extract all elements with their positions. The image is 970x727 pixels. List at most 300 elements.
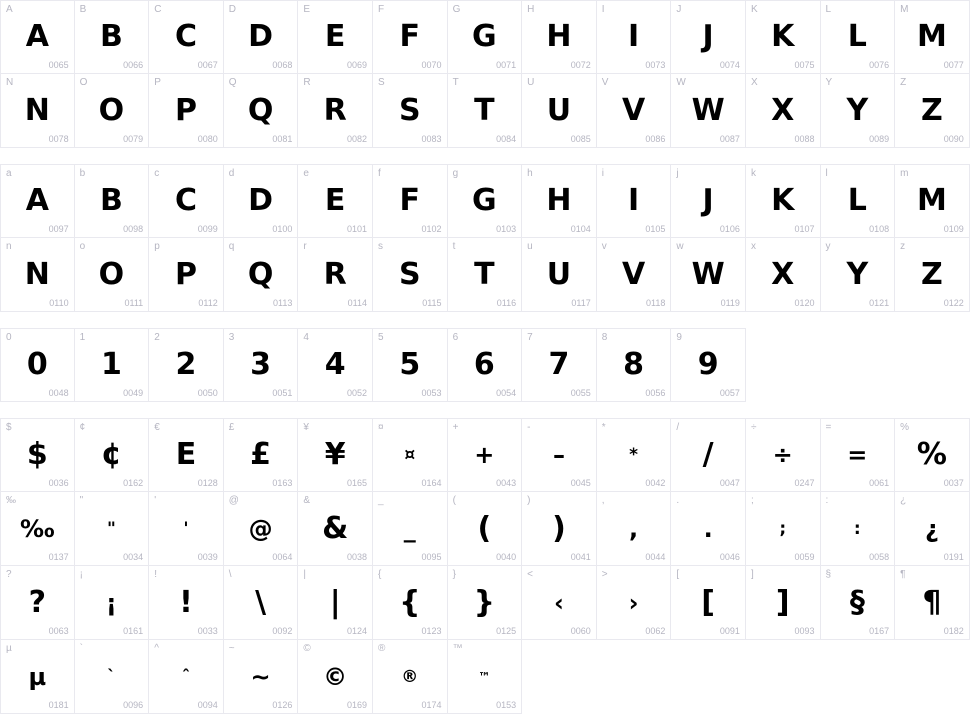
glyph-character-label: [ bbox=[676, 569, 680, 580]
glyph-cell[interactable] bbox=[298, 418, 373, 492]
glyph-cell[interactable] bbox=[373, 328, 448, 402]
glyph-cell[interactable] bbox=[0, 0, 75, 74]
glyph-preview: = bbox=[847, 441, 868, 469]
glyph-code-label: 0110 bbox=[49, 298, 69, 308]
glyph-cell[interactable] bbox=[522, 418, 597, 492]
glyph-code-label: 0072 bbox=[570, 60, 591, 70]
glyph-cell[interactable] bbox=[821, 164, 896, 238]
glyph-code-label: 0051 bbox=[272, 388, 293, 398]
glyph-character-label: P bbox=[154, 77, 161, 88]
glyph-character-label: W bbox=[676, 77, 686, 88]
glyph-cell[interactable] bbox=[75, 0, 150, 74]
glyph-cell[interactable] bbox=[75, 328, 150, 402]
glyph-preview: . bbox=[703, 514, 713, 543]
glyph-code-label: 0041 bbox=[570, 552, 591, 562]
glyph-cell[interactable] bbox=[821, 418, 896, 492]
glyph-code-label: 0048 bbox=[48, 388, 69, 398]
glyph-preview: S bbox=[398, 256, 421, 292]
glyph-code-label: 0162 bbox=[123, 478, 144, 488]
glyph-cell[interactable] bbox=[746, 418, 821, 492]
glyph-preview: L bbox=[847, 19, 867, 54]
glyph-cell[interactable] bbox=[0, 640, 75, 714]
glyph-preview: F bbox=[399, 19, 421, 54]
glyph-character-label: ) bbox=[527, 495, 531, 506]
glyph-cell[interactable] bbox=[448, 418, 523, 492]
glyph-code-label: 0079 bbox=[123, 134, 144, 144]
glyph-preview: , bbox=[628, 514, 639, 543]
glyph-preview: U bbox=[546, 92, 572, 128]
glyph-preview: 3 bbox=[250, 347, 272, 382]
glyph-code-label: 0075 bbox=[794, 60, 815, 70]
glyph-code-label: 0105 bbox=[645, 224, 666, 234]
glyph-character-label: 6 bbox=[452, 332, 459, 343]
glyph-character-label: j bbox=[676, 168, 679, 179]
glyph-character-label: Q bbox=[228, 77, 237, 88]
glyph-cell[interactable] bbox=[149, 566, 224, 640]
glyph-preview: ¥ bbox=[324, 437, 346, 472]
glyph-character-label: Z bbox=[900, 77, 907, 88]
glyph-character-label: K bbox=[750, 4, 758, 15]
glyph-preview: 4 bbox=[324, 347, 346, 382]
glyph-code-label: 0054 bbox=[496, 388, 517, 398]
glyph-preview: E bbox=[324, 183, 346, 218]
glyph-preview: Z bbox=[921, 92, 943, 128]
glyph-code-label: 0107 bbox=[794, 224, 815, 234]
glyph-code-label: 0191 bbox=[943, 552, 964, 562]
glyph-code-label: 0169 bbox=[346, 700, 367, 710]
glyph-cell[interactable] bbox=[298, 640, 373, 714]
glyph-code-label: 0182 bbox=[943, 626, 964, 636]
glyph-cell[interactable] bbox=[298, 328, 373, 402]
glyph-code-label: 0088 bbox=[794, 134, 815, 144]
glyph-code-label: 0052 bbox=[346, 388, 367, 398]
glyph-cell[interactable] bbox=[0, 164, 75, 238]
glyph-character-label: { bbox=[377, 569, 382, 580]
glyph-character-label: I bbox=[601, 4, 605, 15]
glyph-character-label: € bbox=[154, 422, 160, 433]
glyph-preview: ‰ bbox=[20, 514, 55, 543]
glyph-cell[interactable] bbox=[821, 74, 896, 148]
glyph-row bbox=[0, 238, 970, 312]
glyph-preview: F bbox=[399, 183, 421, 218]
glyph-preview: % bbox=[916, 437, 947, 472]
glyph-preview: X bbox=[771, 92, 795, 128]
glyph-cell[interactable] bbox=[75, 418, 150, 492]
glyph-cell[interactable] bbox=[224, 0, 299, 74]
glyph-cell[interactable] bbox=[597, 492, 672, 566]
glyph-code-label: 0114 bbox=[347, 298, 367, 308]
glyph-cell[interactable] bbox=[224, 418, 299, 492]
glyph-cell[interactable] bbox=[895, 0, 970, 74]
glyph-cell[interactable] bbox=[597, 566, 672, 640]
glyph-character-label: / bbox=[676, 422, 680, 433]
glyph-preview: ˆ bbox=[181, 666, 191, 687]
glyph-code-label: 0057 bbox=[719, 388, 740, 398]
block-spacer bbox=[0, 312, 970, 328]
glyph-cell[interactable] bbox=[671, 566, 746, 640]
glyph-code-label: 0063 bbox=[48, 626, 69, 636]
glyph-preview: * bbox=[629, 445, 638, 465]
glyph-cell[interactable] bbox=[821, 0, 896, 74]
glyph-cell[interactable] bbox=[671, 0, 746, 74]
glyph-preview: / bbox=[702, 437, 714, 472]
glyph-cell[interactable] bbox=[597, 328, 672, 402]
glyph-cell[interactable] bbox=[448, 164, 523, 238]
glyph-cell[interactable] bbox=[671, 328, 746, 402]
glyph-preview: ; bbox=[779, 518, 787, 539]
glyph-cell[interactable] bbox=[75, 492, 150, 566]
glyph-cell[interactable] bbox=[224, 164, 299, 238]
glyph-cell[interactable] bbox=[671, 164, 746, 238]
glyph-character-label: T bbox=[452, 77, 459, 88]
glyph-character-label: e bbox=[303, 168, 309, 179]
glyph-code-label: 0167 bbox=[869, 626, 890, 636]
glyph-cell[interactable] bbox=[671, 238, 746, 312]
glyph-preview: " bbox=[106, 518, 116, 539]
glyph-cell[interactable] bbox=[522, 74, 597, 148]
glyph-character-label: R bbox=[303, 77, 311, 88]
glyph-code-label: 0095 bbox=[421, 552, 442, 562]
glyph-character-label: ™ bbox=[452, 643, 463, 654]
glyph-code-label: 0137 bbox=[48, 552, 69, 562]
glyph-cell[interactable] bbox=[373, 492, 448, 566]
glyph-code-label: 0100 bbox=[272, 224, 293, 234]
glyph-character-label: q bbox=[228, 241, 235, 252]
glyph-code-label: 0046 bbox=[719, 552, 740, 562]
glyph-row bbox=[0, 328, 970, 402]
glyph-cell[interactable] bbox=[149, 418, 224, 492]
glyph-cell[interactable] bbox=[746, 492, 821, 566]
glyph-character-label: $ bbox=[6, 422, 12, 433]
glyph-code-label: 0096 bbox=[123, 700, 144, 710]
glyph-preview: P bbox=[174, 92, 197, 128]
glyph-character-label: M bbox=[900, 4, 909, 15]
glyph-cell[interactable] bbox=[224, 74, 299, 148]
glyph-code-label: 0116 bbox=[496, 298, 517, 308]
glyph-cell[interactable] bbox=[224, 492, 299, 566]
glyph-preview: I bbox=[627, 183, 640, 218]
glyph-cell[interactable] bbox=[75, 640, 150, 714]
glyph-cell[interactable] bbox=[373, 418, 448, 492]
glyph-character-label: V bbox=[601, 77, 609, 88]
glyph-cell[interactable] bbox=[149, 238, 224, 312]
glyph-code-label: 0073 bbox=[645, 60, 666, 70]
glyph-preview: 9 bbox=[697, 347, 719, 382]
glyph-character-label: B bbox=[79, 4, 87, 15]
glyph-code-label: 0101 bbox=[346, 224, 367, 234]
glyph-cell[interactable] bbox=[671, 492, 746, 566]
glyph-cell[interactable] bbox=[448, 492, 523, 566]
glyph-cell[interactable] bbox=[149, 74, 224, 148]
glyph-preview: › bbox=[628, 588, 639, 617]
glyph-cell[interactable] bbox=[0, 492, 75, 566]
glyph-cell[interactable] bbox=[75, 164, 150, 238]
glyph-preview: P bbox=[174, 256, 197, 292]
glyph-row bbox=[0, 164, 970, 238]
glyph-code-label: 0087 bbox=[719, 134, 740, 144]
glyph-preview: H bbox=[546, 19, 572, 54]
glyph-character-label: c bbox=[154, 168, 160, 179]
glyph-code-label: 0097 bbox=[48, 224, 69, 234]
glyph-code-label: 0082 bbox=[346, 134, 367, 144]
glyph-preview: V bbox=[621, 92, 646, 128]
glyph-preview: 8 bbox=[623, 347, 644, 382]
glyph-character-label: g bbox=[452, 168, 459, 179]
glyph-code-label: 0085 bbox=[570, 134, 591, 144]
glyph-cell[interactable] bbox=[746, 0, 821, 74]
glyph-cell[interactable] bbox=[448, 566, 523, 640]
glyph-cell[interactable] bbox=[821, 238, 896, 312]
glyph-preview: M bbox=[916, 183, 947, 218]
glyph-character-label: , bbox=[601, 495, 605, 506]
glyph-character-label: o bbox=[79, 241, 86, 252]
glyph-cell[interactable] bbox=[149, 492, 224, 566]
glyph-preview: ) bbox=[552, 510, 566, 546]
glyph-preview: \ bbox=[255, 584, 267, 620]
glyph-cell[interactable] bbox=[0, 328, 75, 402]
glyph-cell[interactable] bbox=[522, 566, 597, 640]
glyph-code-label: 0053 bbox=[421, 388, 442, 398]
glyph-cell[interactable] bbox=[746, 164, 821, 238]
glyph-character-label: = bbox=[825, 422, 832, 433]
glyph-preview: ‹ bbox=[554, 588, 564, 617]
glyph-cell[interactable] bbox=[448, 238, 523, 312]
glyph-cell[interactable] bbox=[746, 74, 821, 148]
glyph-cell[interactable] bbox=[0, 566, 75, 640]
glyph-character-label: " bbox=[79, 495, 84, 506]
glyph-code-label: 0164 bbox=[421, 478, 442, 488]
glyph-code-label: 0036 bbox=[48, 478, 69, 488]
glyph-preview: Y bbox=[846, 92, 869, 128]
glyph-code-label: 0058 bbox=[869, 552, 890, 562]
glyph-cell[interactable] bbox=[597, 0, 672, 74]
glyph-cell[interactable] bbox=[597, 418, 672, 492]
glyph-cell[interactable] bbox=[373, 566, 448, 640]
glyph-cell[interactable] bbox=[448, 74, 523, 148]
glyph-preview: ( bbox=[477, 510, 492, 546]
glyph-cell[interactable] bbox=[671, 74, 746, 148]
glyph-cell[interactable] bbox=[597, 164, 672, 238]
glyph-character-label: D bbox=[228, 4, 237, 15]
glyph-cell[interactable] bbox=[0, 238, 75, 312]
glyph-cell[interactable] bbox=[821, 492, 896, 566]
glyph-character-label: µ bbox=[6, 643, 12, 654]
glyph-cell[interactable] bbox=[373, 640, 448, 714]
block-spacer bbox=[0, 402, 970, 418]
glyph-character-label: § bbox=[825, 569, 832, 580]
glyph-character-label: n bbox=[6, 241, 12, 252]
glyph-cell[interactable] bbox=[298, 238, 373, 312]
glyph-preview: A bbox=[25, 183, 49, 218]
glyph-cell[interactable] bbox=[75, 74, 150, 148]
glyph-character-label: 8 bbox=[601, 332, 608, 343]
glyph-character-label: r bbox=[303, 241, 307, 252]
glyph-cell[interactable] bbox=[149, 640, 224, 714]
glyph-character-label: G bbox=[452, 4, 461, 15]
glyph-character-label: L bbox=[825, 4, 832, 15]
glyph-preview: K bbox=[771, 19, 795, 54]
glyph-character-label: ; bbox=[750, 495, 754, 506]
glyph-cell[interactable] bbox=[448, 0, 523, 74]
glyph-code-label: 0070 bbox=[421, 60, 442, 70]
glyph-cell[interactable] bbox=[373, 238, 448, 312]
glyph-cell[interactable] bbox=[597, 238, 672, 312]
glyph-preview: ! bbox=[179, 584, 193, 620]
glyph-row bbox=[0, 566, 970, 640]
glyph-character-label: h bbox=[527, 168, 533, 179]
glyph-cell[interactable] bbox=[895, 164, 970, 238]
glyph-character-label: Y bbox=[825, 77, 833, 88]
glyph-preview: ] bbox=[775, 584, 790, 620]
glyph-cell[interactable] bbox=[895, 492, 970, 566]
glyph-preview: + bbox=[474, 441, 495, 469]
glyph-character-label: _ bbox=[377, 495, 384, 506]
glyph-cell[interactable] bbox=[895, 418, 970, 492]
glyph-code-label: 0112 bbox=[198, 298, 218, 308]
glyph-character-label: H bbox=[527, 4, 535, 15]
glyph-preview: 0 bbox=[26, 347, 48, 382]
glyph-character-label: ! bbox=[154, 569, 157, 580]
glyph-character-label: 9 bbox=[676, 332, 682, 343]
glyph-preview: $ bbox=[26, 437, 48, 472]
glyph-code-label: 0094 bbox=[197, 700, 218, 710]
glyph-cell[interactable] bbox=[224, 640, 299, 714]
glyph-character-label: ? bbox=[6, 569, 12, 580]
glyph-cell[interactable] bbox=[298, 492, 373, 566]
glyph-cell[interactable] bbox=[671, 418, 746, 492]
glyph-cell[interactable] bbox=[522, 164, 597, 238]
glyph-cell[interactable] bbox=[895, 238, 970, 312]
glyph-preview: ¶ bbox=[922, 584, 942, 620]
glyph-cell[interactable] bbox=[746, 238, 821, 312]
glyph-character-label: \ bbox=[228, 569, 232, 580]
glyph-cell[interactable] bbox=[448, 640, 523, 714]
glyph-code-label: 0165 bbox=[346, 478, 367, 488]
glyph-cell[interactable] bbox=[298, 566, 373, 640]
glyph-code-label: 0038 bbox=[346, 552, 367, 562]
glyph-cell[interactable] bbox=[597, 74, 672, 148]
glyph-preview: ® bbox=[401, 666, 419, 687]
glyph-preview: Z bbox=[921, 256, 943, 292]
glyph-cell[interactable] bbox=[0, 418, 75, 492]
glyph-cell[interactable] bbox=[298, 164, 373, 238]
glyph-code-label: 0103 bbox=[496, 224, 517, 234]
glyph-code-label: 0044 bbox=[645, 552, 666, 562]
glyph-character-label: p bbox=[154, 241, 160, 252]
glyph-preview: H bbox=[546, 183, 572, 218]
glyph-character-label: a bbox=[6, 168, 12, 179]
glyph-cell[interactable] bbox=[149, 328, 224, 402]
glyph-preview: D bbox=[248, 183, 274, 218]
glyph-preview: O bbox=[98, 256, 125, 292]
glyph-cell[interactable] bbox=[224, 566, 299, 640]
glyph-character-label: ¤ bbox=[377, 422, 384, 433]
glyph-code-label: 0084 bbox=[496, 134, 517, 144]
glyph-code-label: 0050 bbox=[197, 388, 218, 398]
glyph-cell[interactable] bbox=[448, 328, 523, 402]
glyph-character-label: w bbox=[676, 241, 684, 252]
glyph-character-label: x bbox=[750, 241, 756, 252]
glyph-code-label: 0098 bbox=[123, 224, 144, 234]
glyph-character-label: X bbox=[750, 77, 758, 88]
glyph-character-label: ÷ bbox=[750, 422, 757, 433]
glyph-cell[interactable] bbox=[75, 238, 150, 312]
glyph-preview: Q bbox=[247, 256, 274, 292]
glyph-cell[interactable] bbox=[821, 566, 896, 640]
glyph-preview: ? bbox=[28, 584, 46, 620]
glyph-preview: O bbox=[98, 92, 125, 128]
glyph-cell[interactable] bbox=[895, 74, 970, 148]
glyph-code-label: 0181 bbox=[48, 700, 69, 710]
glyph-cell[interactable] bbox=[746, 566, 821, 640]
glyph-code-label: 0049 bbox=[123, 388, 144, 398]
glyph-character-label: b bbox=[79, 168, 86, 179]
glyph-cell[interactable] bbox=[149, 164, 224, 238]
glyph-preview: ˋ bbox=[107, 666, 116, 687]
glyph-cell[interactable] bbox=[895, 566, 970, 640]
glyph-code-label: 0124 bbox=[346, 626, 367, 636]
glyph-code-label: 0113 bbox=[273, 298, 293, 308]
glyph-preview: : bbox=[853, 518, 861, 539]
glyph-preview: _ bbox=[403, 514, 416, 543]
glyph-code-label: 0091 bbox=[719, 626, 740, 636]
glyph-character-label: ¥ bbox=[303, 422, 309, 433]
glyph-code-label: 0117 bbox=[571, 298, 591, 308]
glyph-character-label: 4 bbox=[303, 332, 309, 343]
glyph-code-label: 0037 bbox=[943, 478, 964, 488]
glyph-row bbox=[0, 0, 970, 74]
glyph-preview: G bbox=[472, 19, 497, 54]
glyph-character-label: 3 bbox=[228, 332, 235, 343]
glyph-cell[interactable] bbox=[298, 0, 373, 74]
glyph-cell[interactable] bbox=[522, 0, 597, 74]
glyph-cell[interactable] bbox=[75, 566, 150, 640]
glyph-character-label: u bbox=[527, 241, 533, 252]
glyph-preview: G bbox=[472, 183, 497, 218]
glyph-character-label: y bbox=[825, 241, 831, 252]
glyph-cell[interactable] bbox=[373, 164, 448, 238]
glyph-cell[interactable] bbox=[0, 74, 75, 148]
glyph-cell[interactable] bbox=[298, 74, 373, 148]
glyph-code-label: 0047 bbox=[719, 478, 740, 488]
glyph-character-label: m bbox=[900, 168, 909, 179]
glyph-character-label: 2 bbox=[154, 332, 160, 343]
glyph-preview: Y bbox=[846, 256, 869, 292]
glyph-cell[interactable] bbox=[373, 0, 448, 74]
glyph-character-label: . bbox=[676, 495, 680, 506]
glyph-cell[interactable] bbox=[373, 74, 448, 148]
glyph-character-label: z bbox=[900, 241, 906, 252]
glyph-cell[interactable] bbox=[522, 328, 597, 402]
glyph-cell[interactable] bbox=[224, 328, 299, 402]
glyph-code-label: 0074 bbox=[719, 60, 740, 70]
glyph-code-label: 0061 bbox=[869, 478, 890, 488]
glyph-cell[interactable] bbox=[522, 492, 597, 566]
glyph-code-label: 0092 bbox=[272, 626, 293, 636]
glyph-preview: 7 bbox=[548, 347, 570, 382]
glyph-character-label: & bbox=[303, 495, 311, 506]
glyph-code-label: 0034 bbox=[123, 552, 144, 562]
glyph-cell[interactable] bbox=[522, 238, 597, 312]
glyph-cell[interactable] bbox=[149, 0, 224, 74]
glyph-code-label: 0104 bbox=[570, 224, 591, 234]
glyph-code-label: 0118 bbox=[645, 298, 666, 308]
glyph-character-label: ¶ bbox=[900, 569, 906, 580]
glyph-code-label: 0126 bbox=[272, 700, 293, 710]
glyph-cell[interactable] bbox=[224, 238, 299, 312]
glyph-preview: § bbox=[849, 584, 865, 620]
glyph-preview: ¿ bbox=[924, 514, 939, 543]
